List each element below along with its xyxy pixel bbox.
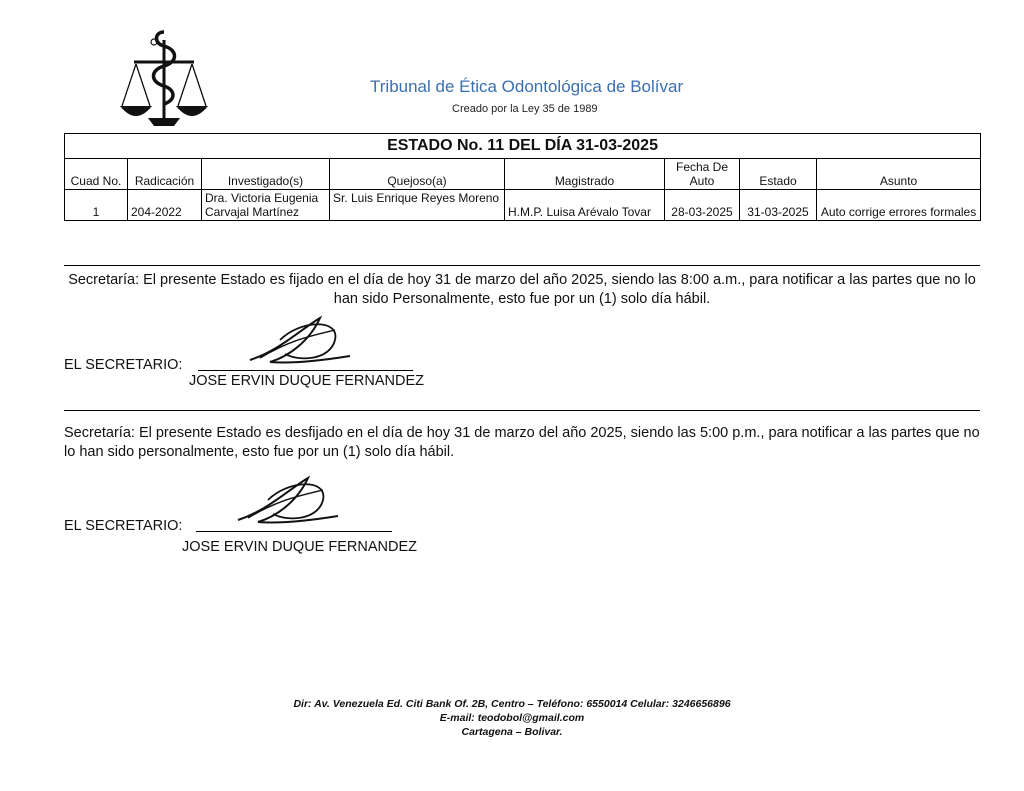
footer-address: Dir: Av. Venezuela Ed. Citi Bank Of. 2B, Centro – Teléfono: 6550014 Celular: 3246656896 (293, 698, 731, 710)
estado-table (64, 133, 981, 221)
organization-subtitle: Creado por la Ley 35 de 1989 (452, 103, 598, 115)
cell-radicacion: 204-2022 (128, 190, 202, 221)
notice-fijado: Secretaría: El presente Estado es fijado en el día de hoy 31 de marzo del año 2025, siendo las 8:00 a.m., para notificar a las partes que no lo han sido Personalmente, esto fue por un (1) solo día hábil. (68, 272, 976, 307)
cell-asunto: Auto corrige errores formales (817, 190, 981, 221)
column-header: Asunto (817, 159, 981, 190)
notice-desfijado: Secretaría: El presente Estado es desfijado en el día de hoy 31 de marzo del año 2025, siendo las 5:00 p.m., para notificar a las partes que no lo han sido personalmente, esto fue por un (1) solo día hábil. (64, 425, 980, 460)
organization-title: Tribunal de Ética Odontológica de Bolívar (370, 77, 684, 96)
cell-investigado: Dra. Victoria Eugenia Carvajal Martínez (202, 190, 330, 221)
cell-quejoso: Sr. Luis Enrique Reyes Moreno (330, 190, 505, 221)
secretary-signature (240, 310, 370, 372)
secretary-label: EL SECRETARIO: (64, 357, 183, 373)
divider (64, 265, 980, 266)
secretary-signature (228, 470, 358, 532)
column-header: Investigado(s) (202, 159, 330, 190)
estado-title: ESTADO No. 11 DEL DÍA 31-03-2025 (65, 134, 981, 159)
column-header: Estado (740, 159, 817, 190)
cell-cuad: 1 (65, 190, 128, 221)
secretary-label: EL SECRETARIO: (64, 518, 183, 534)
cell-fecha-auto: 28-03-2025 (665, 190, 740, 221)
tribunal-logo (118, 28, 210, 130)
cell-magistrado: H.M.P. Luisa Arévalo Tovar (505, 190, 665, 221)
table-header-row (65, 159, 981, 190)
column-header: Fecha De Auto (665, 159, 740, 190)
signature-line (198, 370, 413, 371)
column-header: Cuad No. (65, 159, 128, 190)
table-row (65, 190, 981, 221)
footer-city: Cartagena – Bolivar. (461, 726, 563, 738)
column-header: Quejoso(a) (330, 159, 505, 190)
secretary-name: JOSE ERVIN DUQUE FERNANDEZ (182, 539, 417, 555)
cell-estado: 31-03-2025 (740, 190, 817, 221)
signature-line (196, 531, 392, 532)
secretary-name: JOSE ERVIN DUQUE FERNANDEZ (189, 373, 424, 389)
divider (64, 410, 980, 411)
column-header: Magistrado (505, 159, 665, 190)
footer-email: E-mail: teodobol@gmail.com (439, 712, 585, 724)
column-header: Radicación (128, 159, 202, 190)
